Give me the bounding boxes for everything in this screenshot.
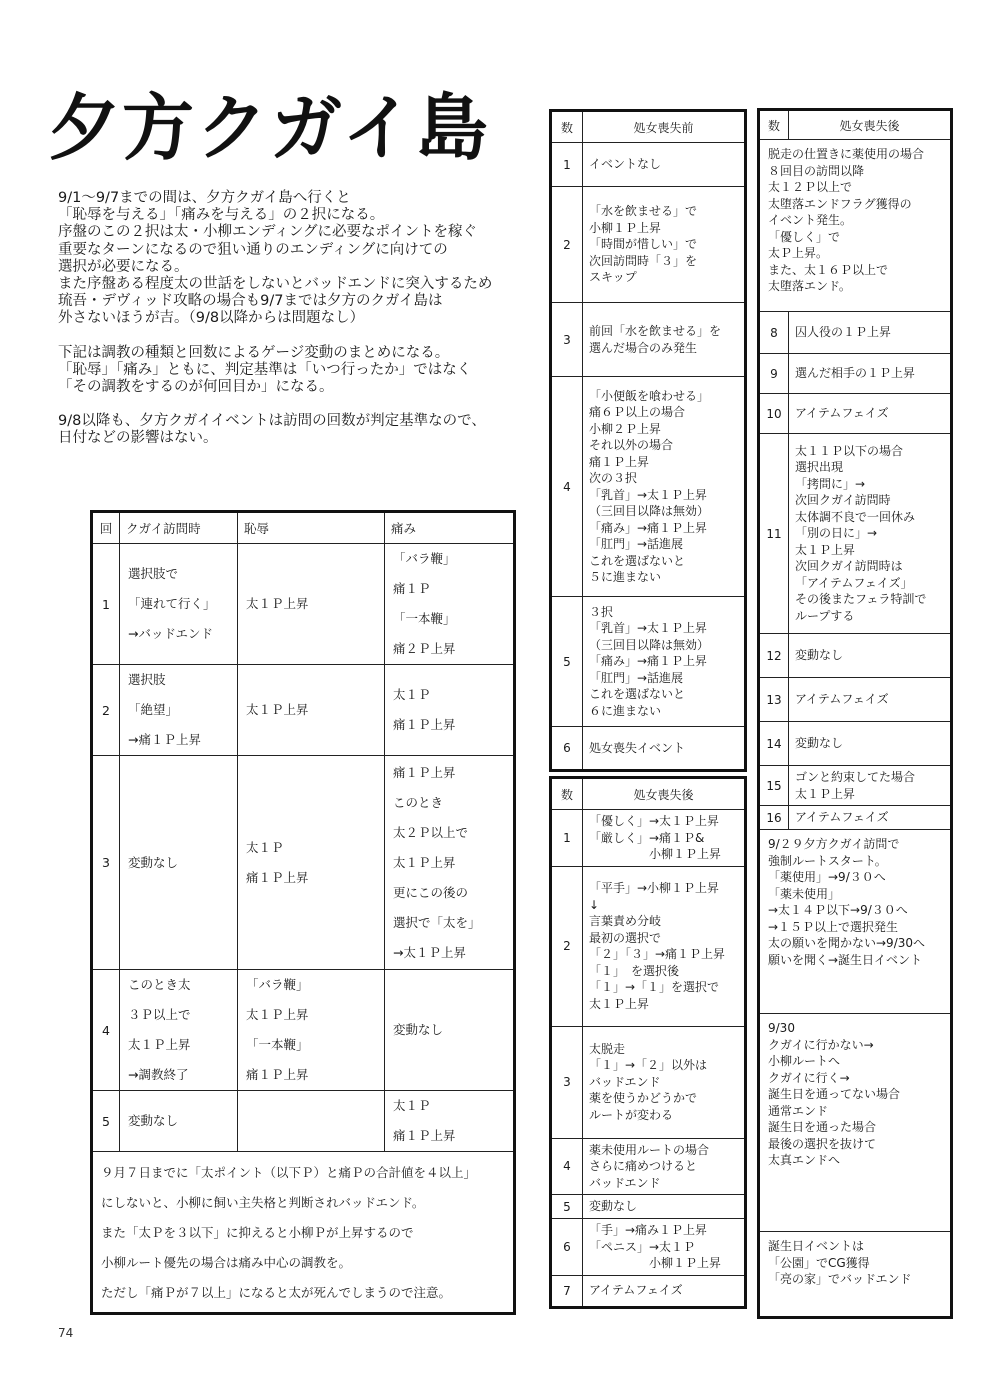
event-line: さらに痛めつけると [589,1159,698,1173]
drug-note [759,140,952,312]
event-line: アイテムフェイズ [795,406,889,421]
visit-line: ３Ｐ以上で [128,1007,191,1022]
event-line: アイテムフェイズ [795,692,889,707]
event-cell [583,1138,746,1195]
table-row [551,187,746,303]
event-cell [583,1275,746,1307]
note-line: 「亮の家」でバッドエンド [768,1272,912,1286]
table-row [759,634,952,678]
shame-cell [238,544,385,665]
intro-line [58,396,533,413]
event-line: （三回目以降は無効） [589,504,710,518]
header-count: 数 [759,110,789,140]
event-line: ゴンと約束してた場合 [795,770,916,784]
pain-line: 痛１Ｐ上昇 [393,717,456,732]
pain-line: 痛１Ｐ上昇 [393,764,456,780]
post-loss-table-continued [757,108,953,1319]
event-line: 次回クガイ訪問時は [795,559,903,574]
intro-line: 選択が必要になる。 [58,258,189,275]
count-number: 14 [759,722,789,766]
note-line: 通常エンド [768,1103,829,1118]
note-line: 小柳ルートへ [768,1054,841,1068]
event-line: 「拷問に」→ [795,476,866,491]
count-number: 11 [759,434,789,634]
event-line: 痛１Ｐ上昇 [589,454,650,469]
note-line: 誕生日イベントは [768,1239,865,1253]
event-cell [789,766,952,806]
table-row [551,1275,746,1307]
event-line: アイテムフェイズ [795,810,889,825]
count-number: 6 [551,1219,583,1276]
visit-line: このとき太 [128,977,191,992]
event-line: 「別の日に」→ [795,526,878,541]
pain-cell [385,970,515,1091]
header-post-loss: 処女喪失後 [583,778,746,810]
table-row [551,810,746,867]
count-number: 4 [551,1138,583,1195]
count-number: 12 [759,634,789,678]
route-note-row [759,830,952,1014]
intro-line: 序盤のこの２択は太・小柳エンディングに必要なポイントを稼ぐ [58,224,478,241]
event-line: バッドエンド [589,1074,661,1089]
event-line: 最初の選択で [589,930,662,945]
visit-line: 変動なし [128,1113,179,1128]
intro-line: 下記は調教の種類と回数によるゲージ変動のまとめになる。 [58,344,450,361]
event-line: 小柳１Ｐ上昇 [589,1256,722,1270]
header-count: 数 [551,111,583,143]
table-header-row [92,512,515,544]
shame-line: 痛１Ｐ上昇 [246,1067,309,1082]
pain-line: 太１Ｐ [393,1098,431,1113]
event-line: 薬未使用ルートの場合 [589,1142,710,1157]
event-line: 薬を使うかどうかで [589,1091,698,1106]
event-line: 「時間が惜しい」で [589,237,698,252]
event-line: イベントなし [589,157,662,172]
event-line: 「平手」→小柳１Ｐ上昇 [589,881,720,895]
event-line: スキップ [589,270,637,285]
intro-line: 外さないほうが吉。（9/8以降からは問題なし） [58,310,365,327]
note-line: ８回目の訪問以降 [768,163,865,178]
event-cell [789,434,952,634]
pain-line: 太１Ｐ [393,687,431,702]
route-note-row [759,1014,952,1232]
shame-line: 太１Ｐ [246,839,284,855]
table-row [551,866,746,1026]
visit-line: 「連れて行く」 [128,596,216,611]
event-cell [583,727,746,771]
event-line: 次回クガイ訪問時 [795,493,891,508]
shame-cell [238,756,385,970]
pain-line: 「バラ鞭」 [393,551,456,566]
pain-line: 太１Ｐ上昇 [393,854,456,870]
event-line: 変動なし [795,648,844,663]
count-number: 15 [759,766,789,806]
count-number: 5 [551,597,583,727]
intro-line: 「その調教をするのが何回目か」になる。 [58,379,334,396]
event-line: 次の３択 [589,471,638,485]
note-line: 太堕落エンドフラグ獲得の [768,196,912,211]
note-cell [92,1152,515,1314]
note-line: 「薬未使用」 [768,886,841,901]
shame-cell [238,1091,385,1152]
event-line: バッドエンド [589,1175,661,1190]
event-line: 囚人役の１Ｐ上昇 [795,325,892,340]
count-number: 9 [759,354,789,394]
visit-cell [120,544,238,665]
note-line: ９月７日までに「太ポイント（以下Ｐ）と痛Ｐの合計値を４以上」 [101,1165,477,1180]
note-line: →１５Ｐ以上で選択発生 [768,919,899,934]
event-line: 小柳１Ｐ上昇 [589,847,722,861]
event-line: 言葉責め分岐 [589,914,662,928]
event-line: （三回目以降は無効） [589,637,710,652]
table-row [759,806,952,830]
event-line: 「アイテムフェイズ」 [795,575,913,590]
header-count: 数 [551,778,583,810]
shame-line: 「バラ鞭」 [246,977,309,992]
event-line: 小柳２Ｐ上昇 [589,421,662,436]
event-cell [789,722,952,766]
count-number: 2 [551,866,583,1026]
pain-line: 変動なし [393,1022,444,1037]
event-line: これを選ばないと [589,553,686,568]
visit-cell [120,970,238,1091]
event-line: 「痛み」→痛１Ｐ上昇 [589,520,708,535]
route-note [759,1014,952,1232]
count-number: 2 [551,187,583,303]
event-line: アイテムフェイズ [589,1283,683,1298]
note-line: 強制ルートスタート。 [768,853,887,868]
event-line: 選んだ場合のみ発生 [589,340,698,355]
pain-line: →太１Ｐ上昇 [393,944,466,960]
event-cell [583,303,746,377]
intro-line: 重要なターンになるので狙い通りのエンディングに向けての [58,241,448,258]
table-row [92,970,515,1091]
event-line: 「２」「３」→痛１Ｐ上昇 [589,947,726,961]
note-line: にしないと、小柳に飼い主失格と判断されバッドエンド。 [101,1195,425,1210]
visit-line: 選択肢 [128,672,166,687]
event-line: ５に進まない [589,570,662,584]
note-line: 太１２Ｐ以上で [768,180,853,194]
count-number: 13 [759,678,789,722]
event-line: 「１」 を選択後 [589,963,680,978]
event-cell [583,1026,746,1138]
pain-cell [385,665,515,756]
route-note-row [759,1232,952,1318]
route-note [759,830,952,1014]
table-row [759,722,952,766]
intro-line: 9/8以降も、夕方クガイイベントは訪問の回数が判定基準なので、 [58,413,486,430]
table-row [92,544,515,665]
count-number: 8 [759,312,789,354]
event-line: 太体調不良で一回休み [795,509,916,524]
page-number: 74 [58,1326,74,1340]
header-round: 回 [92,512,120,544]
event-cell [789,678,952,722]
table-row [551,727,746,771]
table-row [759,354,952,394]
note-line: 願いを聞く→誕生日イベント [768,952,923,967]
visit-line: 太１Ｐ上昇 [128,1037,191,1052]
event-line: 太脱走 [589,1041,626,1056]
table-header-row [759,110,952,140]
visit-cell [120,1091,238,1152]
note-row [92,1152,515,1314]
note-line: 最後の選択を抜けて [768,1136,877,1151]
table-header-row [551,111,746,143]
event-line: その後またフェラ特訓で [795,592,927,607]
pain-line: 痛１Ｐ [393,581,431,596]
note-line: イベント発生。 [768,213,853,227]
count-number: 7 [551,1275,583,1307]
event-cell [789,634,952,678]
table-row [92,1091,515,1152]
table-row [92,665,515,756]
note-line: クガイに行く→ [768,1070,850,1085]
visit-cell [120,756,238,970]
intro-line: また序盤ある程度太の世話をしないとバッドエンドに突入するため [58,276,493,293]
event-line: 「ペニス」→太１Ｐ [589,1239,696,1254]
round-number: 1 [92,544,120,665]
shame-line: 「一本鞭」 [246,1037,309,1052]
event-line: 次回訪問時「３」を [589,253,698,268]
event-line: ３択 [589,604,614,619]
shame-line: 痛１Ｐ上昇 [246,869,309,885]
table-row [551,1138,746,1195]
round-number: 5 [92,1091,120,1152]
count-number: 1 [551,143,583,187]
event-cell [583,143,746,187]
count-number: 10 [759,394,789,434]
visit-cell [120,665,238,756]
visit-line: →調教終了 [128,1067,189,1082]
event-line: 選択出現 [795,460,844,475]
intro-text [58,190,533,448]
round-number: 3 [92,756,120,970]
note-line: 脱走の仕置きに薬使用の場合 [768,147,925,161]
table-row [759,394,952,434]
table-row [759,678,952,722]
header-visit: クガイ訪問時 [120,512,238,544]
event-cell [789,354,952,394]
header-post-loss: 処女喪失後 [789,110,952,140]
count-number: 4 [551,377,583,597]
table-row [759,434,952,634]
event-line: 選んだ相手の１Ｐ上昇 [795,366,916,381]
route-note [759,1232,952,1318]
visit-line: 選択肢で [128,566,179,581]
table-row [551,1195,746,1219]
event-cell [583,597,746,727]
event-line: 「１」→「２」以外は [589,1058,708,1073]
event-line: これを選ばないと [589,687,686,702]
note-line: →太１４Ｐ以下→9/３０へ [768,903,908,917]
visit-line: 「絶望」 [128,702,179,717]
page-title: 夕方クガイ島 [48,86,490,170]
shame-cell [238,970,385,1091]
intro-line: 「恥辱を与える」「痛みを与える」の２択になる。 [58,207,385,224]
event-line: 「肛門」→話進展 [589,537,684,551]
count-number: 16 [759,806,789,830]
pain-line: 「一本鞭」 [393,611,456,626]
visit-line: →バッドエンド [128,626,213,641]
pre-loss-table [549,109,747,772]
count-number: 3 [551,303,583,377]
note-line: また「太Ｐを３以下」に抑えると小柳Ｐが上昇するので [101,1225,414,1240]
pain-cell [385,1091,515,1152]
intro-line: 琉吾・デヴィッド攻略の場合も9/7までは夕方のクガイ島は [58,293,443,310]
event-line: 「小便飯を喰わせる」 [589,388,710,403]
event-line: 「痛み」→痛１Ｐ上昇 [589,654,708,669]
event-line: 太１Ｐ上昇 [589,996,650,1011]
pain-line: 更にこの後の [393,884,469,900]
intro-line: 「恥辱」「痛み」ともに、判定基準は「いつ行ったか」ではなく [58,361,472,378]
event-line: 太１Ｐ上昇 [795,786,856,801]
event-line: 「手」→痛み１Ｐ上昇 [589,1223,708,1237]
intro-line [58,328,533,345]
shame-line: 太１Ｐ上昇 [246,596,309,611]
table-row [551,377,746,597]
event-cell [583,810,746,867]
note-line: ただし「痛Ｐが７以上」になると太が死んでしまうので注意。 [101,1285,452,1300]
pain-line: 痛１Ｐ上昇 [393,1128,456,1143]
event-line: 「水を飲ませる」で [589,204,698,219]
event-line: ループする [795,608,855,623]
drug-note-row [759,140,952,312]
event-line: 前回「水を飲ませる」を [589,324,722,338]
event-line: 処女喪失イベント [589,740,686,755]
event-line: 小柳１Ｐ上昇 [589,220,662,235]
header-shame: 恥辱 [238,512,385,544]
training-table [90,510,516,1315]
event-line: ↓ [589,897,600,912]
event-line: 太１Ｐ上昇 [795,542,856,557]
note-line: 「優しく」で [768,229,841,244]
note-line: 誕生日を通ってない場合 [768,1087,901,1101]
event-line: 変動なし [589,1199,638,1214]
event-line: 「１」→「１」を選択で [589,980,720,994]
event-line: それ以外の場合 [589,438,674,452]
header-pain: 痛み [385,512,515,544]
count-number: 6 [551,727,583,771]
note-line: 9/30 [768,1021,795,1035]
shame-line: 太１Ｐ上昇 [246,702,309,717]
post-loss-table [549,776,747,1309]
event-cell [583,866,746,1026]
table-row [551,1026,746,1138]
table-row [551,1219,746,1276]
note-line: 9/２９夕方クガイ訪問で [768,837,900,851]
pain-cell [385,544,515,665]
round-number: 2 [92,665,120,756]
event-cell [583,1219,746,1276]
note-line: 太の願いを聞かない→9/30へ [768,936,926,950]
pain-line: 選択で「太を」 [393,914,481,930]
intro-line: 9/1〜9/7までの間は、夕方クガイ島へ行くと [58,190,351,206]
note-line: また、太１６Ｐ以上で [768,262,889,277]
count-number: 5 [551,1195,583,1219]
event-line: 「優しく」→太１Ｐ上昇 [589,814,720,828]
pain-line: 太２Ｐ以上で [393,824,469,840]
shame-line: 太１Ｐ上昇 [246,1007,309,1022]
note-line: 誕生日を通った場合 [768,1120,877,1134]
event-line: 「乳首」→太１Ｐ上昇 [589,487,708,502]
event-line: 変動なし [795,736,844,751]
note-line: 太Ｐ上昇。 [768,246,829,260]
event-line: 痛６Ｐ以上の場合 [589,405,686,419]
header-pre-loss: 処女喪失前 [583,111,746,143]
event-cell [789,312,952,354]
pain-cell [385,756,515,970]
event-line: 「肛門」→話進展 [589,670,684,685]
note-line: 「薬使用」→9/３０へ [768,870,886,884]
note-line: クガイに行かない→ [768,1037,874,1052]
note-line: 太真エンドへ [768,1153,841,1167]
pain-line: 痛２Ｐ上昇 [393,641,456,656]
visit-line: →痛１Ｐ上昇 [128,732,201,747]
table-row [551,597,746,727]
table-row [551,143,746,187]
table-row [551,303,746,377]
event-line: 太１１Ｐ以下の場合 [795,443,904,458]
note-line: 小柳ルート優先の場合は痛み中心の調教を。 [101,1255,352,1270]
table-row [759,312,952,354]
round-number: 4 [92,970,120,1091]
event-line: ６に進まない [589,703,662,718]
event-cell [789,394,952,434]
table-row [759,766,952,806]
event-line: 「乳首」→太１Ｐ上昇 [589,621,708,636]
event-cell [583,1195,746,1219]
event-line: ルートが変わる [589,1107,674,1122]
table-header-row [551,778,746,810]
pain-line: このとき [393,794,444,810]
event-cell [789,806,952,830]
intro-line: 日付などの影響はない。 [58,430,218,447]
event-cell [583,377,746,597]
shame-cell [238,665,385,756]
note-line: 太堕落エンド。 [768,279,851,293]
event-cell [583,187,746,303]
count-number: 3 [551,1026,583,1138]
visit-line: 変動なし [128,854,179,870]
count-number: 1 [551,810,583,867]
event-line: 「厳しく」→痛１Ｐ& [589,830,705,845]
note-line: 「公園」でCG獲得 [768,1255,870,1270]
table-row [92,756,515,970]
